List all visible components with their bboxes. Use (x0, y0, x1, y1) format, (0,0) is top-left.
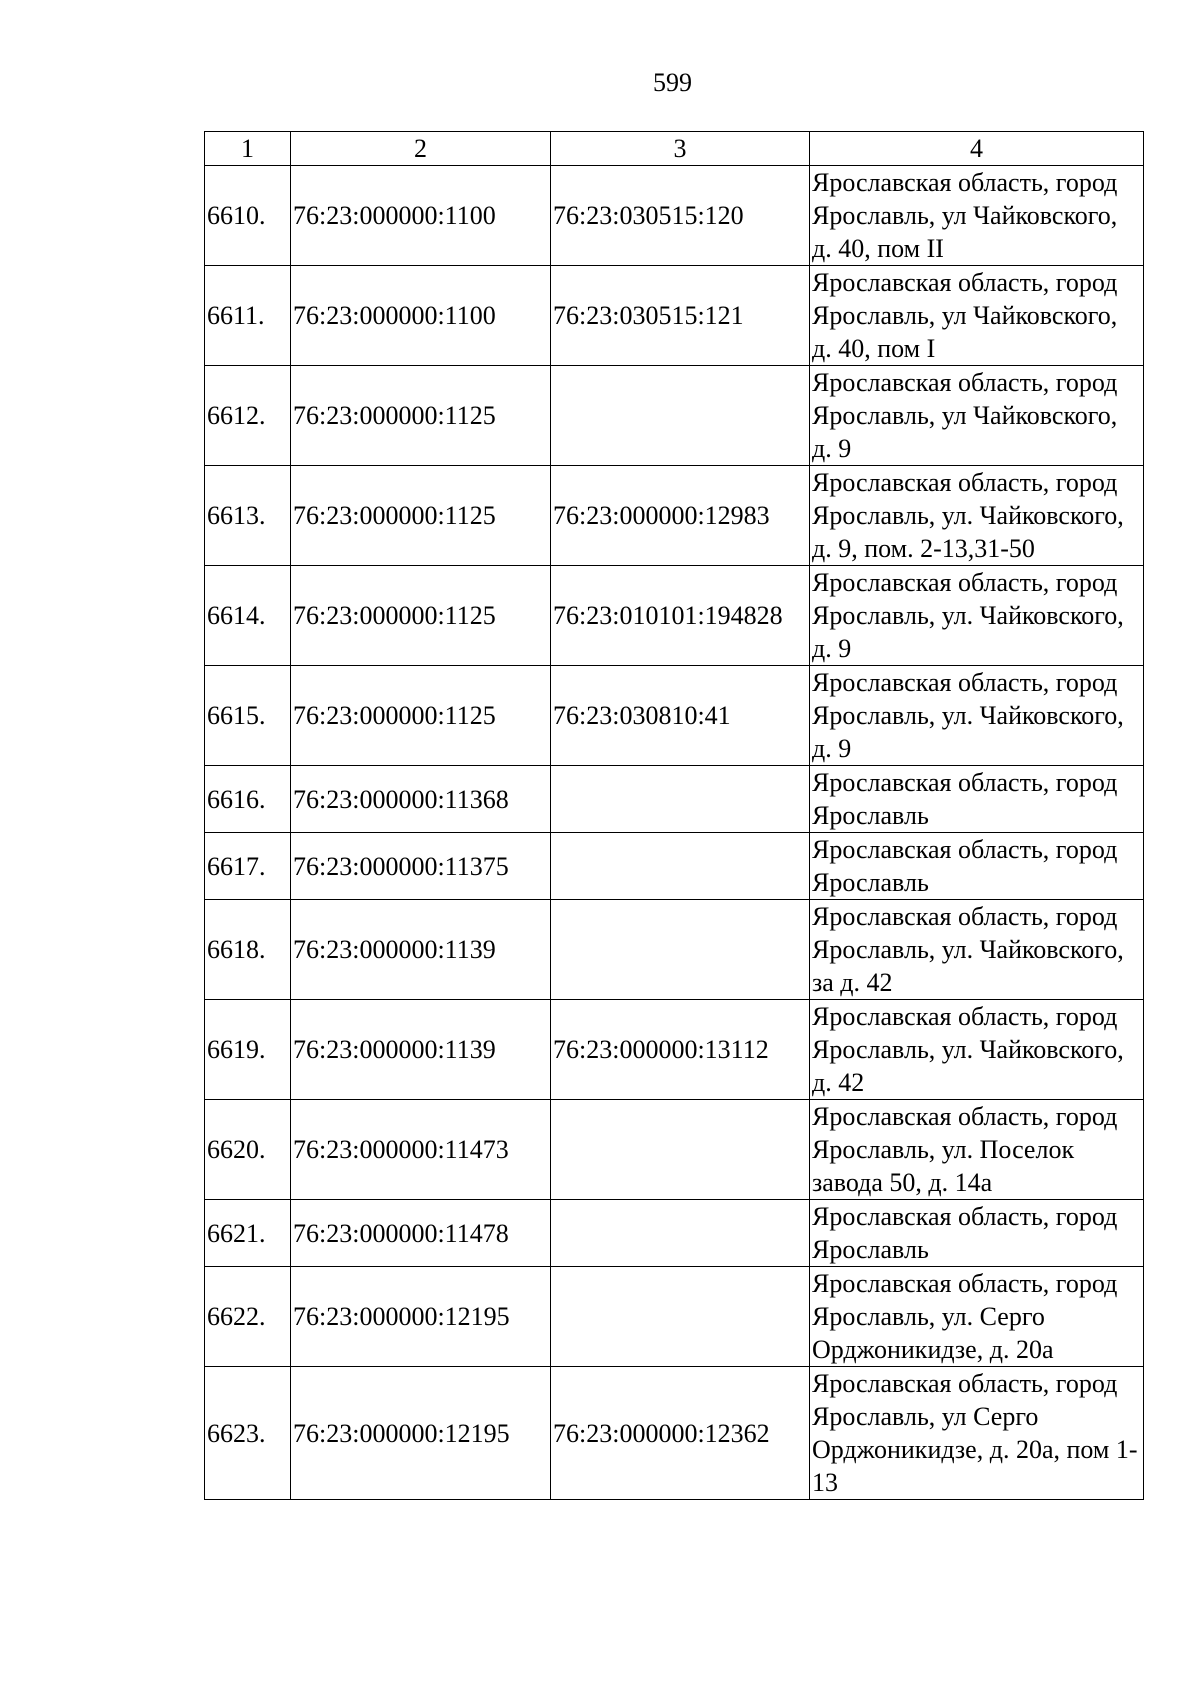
object-number: 76:23:010101:194828 (551, 566, 810, 666)
object-number: 76:23:000000:12983 (551, 466, 810, 566)
table-row (205, 566, 1144, 666)
table-row (205, 766, 1144, 833)
header-cell: 4 (810, 132, 1144, 166)
table-row (205, 266, 1144, 366)
cadastral-number: 76:23:000000:12195 (291, 1267, 551, 1367)
object-number (551, 366, 810, 466)
row-number: 6613. (205, 466, 291, 566)
row-number: 6623. (205, 1367, 291, 1500)
cadastral-number: 76:23:000000:11368 (291, 766, 551, 833)
address-cell: Ярославская область, город Ярославль, ул. Чайковского, д. 42 (810, 1000, 1144, 1100)
address-cell: Ярославская область, город Ярославль (810, 833, 1144, 900)
cadastral-number: 76:23:000000:1139 (291, 1000, 551, 1100)
address-cell: Ярославская область, город Ярославль, ул. Серго Орджоникидзе, д. 20а (810, 1267, 1144, 1367)
cadastral-number: 76:23:000000:1125 (291, 566, 551, 666)
address-cell: Ярославская область, город Ярославль (810, 1200, 1144, 1267)
row-number: 6614. (205, 566, 291, 666)
row-number: 6615. (205, 666, 291, 766)
object-number (551, 833, 810, 900)
table-row (205, 666, 1144, 766)
row-number: 6612. (205, 366, 291, 466)
cadastral-number: 76:23:000000:1125 (291, 666, 551, 766)
row-number: 6617. (205, 833, 291, 900)
row-number: 6621. (205, 1200, 291, 1267)
address-cell: Ярославская область, город Ярославль, ул Серго Орджоникидзе, д. 20а, пом 1-13 (810, 1367, 1144, 1500)
header-cell: 1 (205, 132, 291, 166)
object-number: 76:23:030810:41 (551, 666, 810, 766)
table-row (205, 1367, 1144, 1500)
object-number: 76:23:000000:13112 (551, 1000, 810, 1100)
cadastral-number: 76:23:000000:11375 (291, 833, 551, 900)
registry-table (204, 131, 1144, 1500)
cadastral-number: 76:23:000000:1125 (291, 366, 551, 466)
table-row (205, 166, 1144, 266)
header-cell: 2 (291, 132, 551, 166)
header-cell: 3 (551, 132, 810, 166)
table-row (205, 1267, 1144, 1367)
cadastral-number: 76:23:000000:12195 (291, 1367, 551, 1500)
table-row (205, 1100, 1144, 1200)
object-number: 76:23:030515:120 (551, 166, 810, 266)
table-row (205, 1200, 1144, 1267)
row-number: 6616. (205, 766, 291, 833)
address-cell: Ярославская область, город Ярославль, ул. Чайковского, за д. 42 (810, 900, 1144, 1000)
row-number: 6620. (205, 1100, 291, 1200)
object-number (551, 1200, 810, 1267)
cadastral-number: 76:23:000000:1100 (291, 166, 551, 266)
object-number: 76:23:000000:12362 (551, 1367, 810, 1500)
object-number (551, 1267, 810, 1367)
row-number: 6611. (205, 266, 291, 366)
table-row (205, 466, 1144, 566)
object-number: 76:23:030515:121 (551, 266, 810, 366)
cadastral-number: 76:23:000000:11473 (291, 1100, 551, 1200)
table-row (205, 366, 1144, 466)
row-number: 6618. (205, 900, 291, 1000)
object-number (551, 900, 810, 1000)
row-number: 6622. (205, 1267, 291, 1367)
row-number: 6610. (205, 166, 291, 266)
address-cell: Ярославская область, город Ярославль, ул. Чайковского, д. 9, пом. 2-13,31-50 (810, 466, 1144, 566)
table-row (205, 900, 1144, 1000)
address-cell: Ярославская область, город Ярославль (810, 766, 1144, 833)
address-cell: Ярославская область, город Ярославль, ул. Чайковского, д. 9 (810, 566, 1144, 666)
cadastral-number: 76:23:000000:11478 (291, 1200, 551, 1267)
table-header-row (205, 132, 1144, 166)
row-number: 6619. (205, 1000, 291, 1100)
address-cell: Ярославская область, город Ярославль, ул. Поселок завода 50, д. 14а (810, 1100, 1144, 1200)
object-number (551, 766, 810, 833)
cadastral-number: 76:23:000000:1139 (291, 900, 551, 1000)
address-cell: Ярославская область, город Ярославль, ул. Чайковского, д. 9 (810, 666, 1144, 766)
address-cell: Ярославская область, город Ярославль, ул Чайковского, д. 40, пом II (810, 166, 1144, 266)
table-row (205, 1000, 1144, 1100)
table-row (205, 833, 1144, 900)
address-cell: Ярославская область, город Ярославль, ул Чайковского, д. 9 (810, 366, 1144, 466)
object-number (551, 1100, 810, 1200)
cadastral-number: 76:23:000000:1100 (291, 266, 551, 366)
page-number: 599 (653, 68, 692, 97)
cadastral-number: 76:23:000000:1125 (291, 466, 551, 566)
address-cell: Ярославская область, город Ярославль, ул Чайковского, д. 40, пом I (810, 266, 1144, 366)
